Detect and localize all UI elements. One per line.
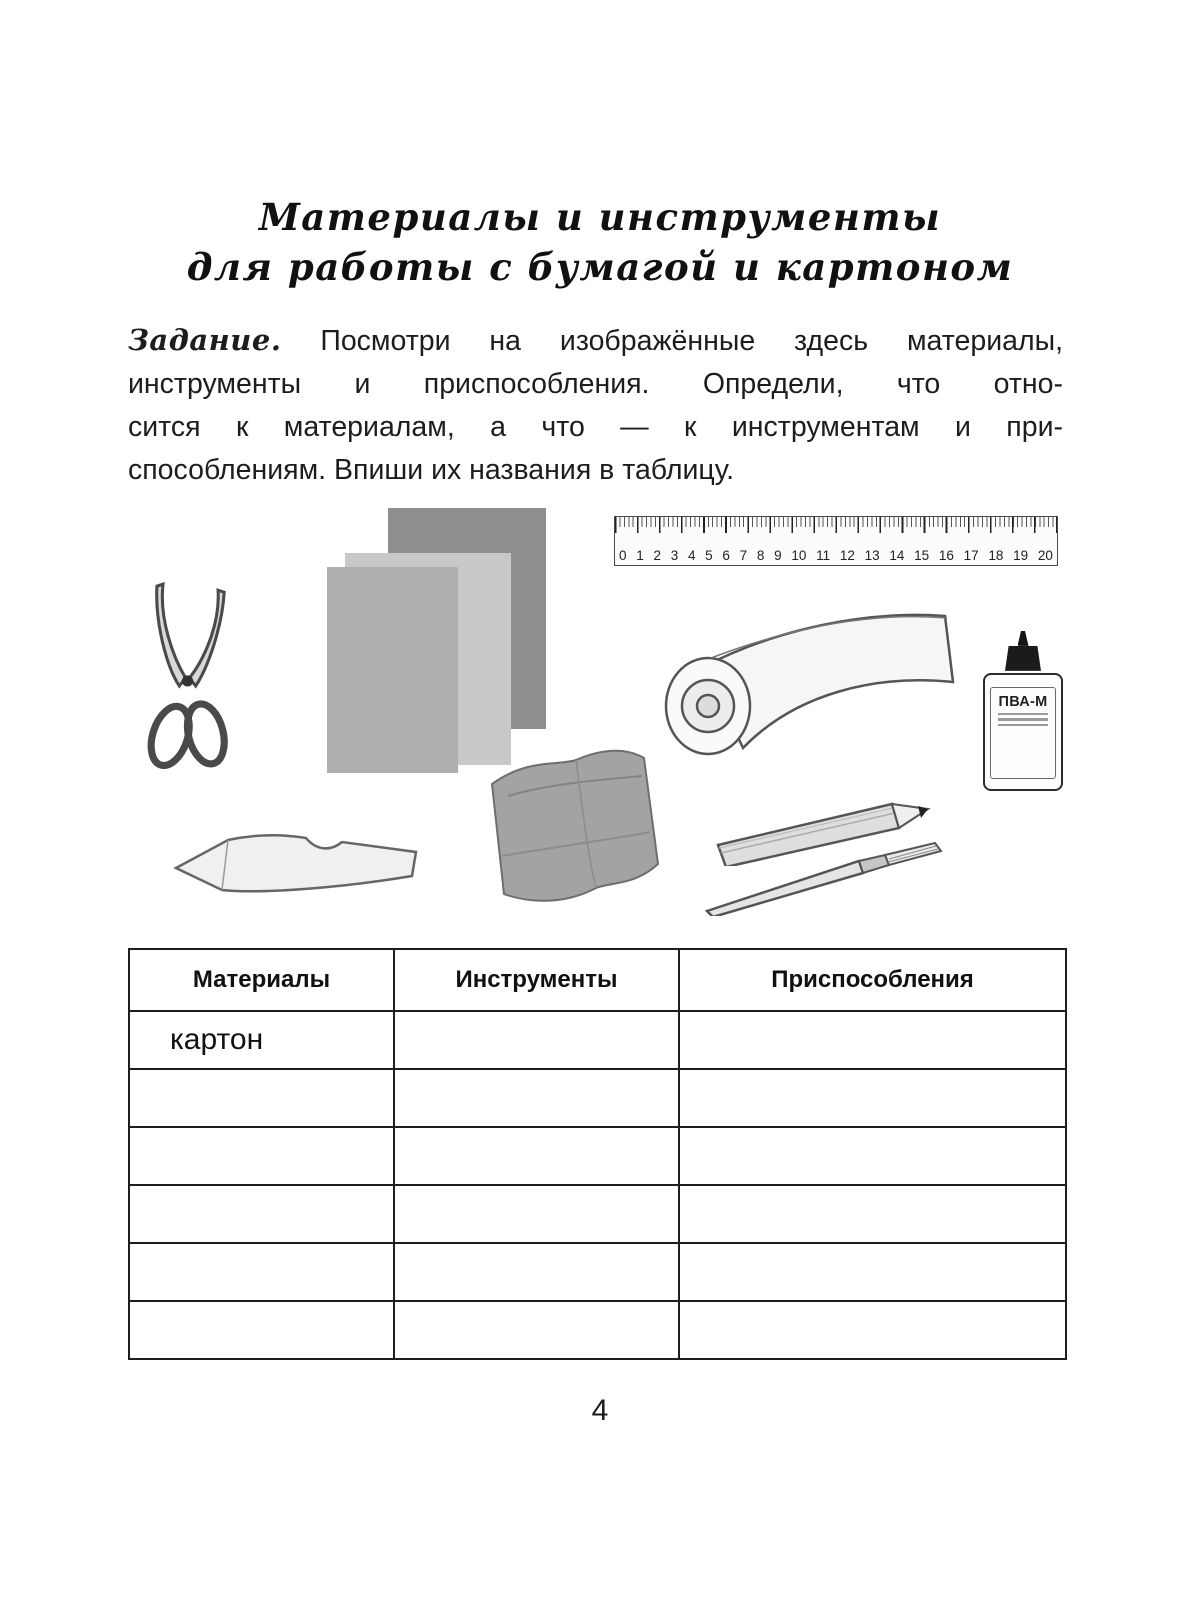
table-header-cell: Инструменты <box>394 949 679 1011</box>
table-cell[interactable] <box>679 1127 1066 1185</box>
task-line: способлениям. Впиши их названия в таблицу. <box>128 453 735 486</box>
ruler-cm-ticks <box>615 517 1057 533</box>
ruler-tick-label: 10 <box>791 547 807 563</box>
glue-label-decor-line <box>998 713 1048 716</box>
task-line: сится к материалам, а что — к инструментам и при- <box>128 410 1063 443</box>
table-body <box>129 1011 1066 1359</box>
paper-sheet-icon <box>327 567 458 773</box>
ruler-tick-label: 19 <box>1013 547 1029 563</box>
table-cell[interactable] <box>129 1243 394 1301</box>
table-row <box>129 1301 1066 1359</box>
glue-body <box>983 673 1063 791</box>
table-cell[interactable] <box>679 1011 1066 1069</box>
table-row <box>129 1011 1066 1069</box>
cloth-icon <box>478 736 668 918</box>
ruler-tick-label: 16 <box>938 547 954 563</box>
ruler-tick-label: 14 <box>889 547 905 563</box>
task-paragraph <box>128 319 1063 492</box>
table-cell[interactable] <box>129 1301 394 1359</box>
task-line: инструменты и приспособления. Определи, что отно- <box>128 367 1063 400</box>
table-header-cell: Материалы <box>129 949 394 1011</box>
materials-table <box>128 948 1067 1360</box>
table-cell[interactable] <box>394 1127 679 1185</box>
table-header-row <box>129 949 1066 1011</box>
folding-tool-icon <box>170 826 428 908</box>
glue-nozzle-icon <box>1018 631 1029 646</box>
ruler-tick-label: 6 <box>722 547 730 563</box>
glue-bottle-icon <box>983 631 1063 799</box>
table-cell[interactable] <box>129 1185 394 1243</box>
table-cell[interactable] <box>679 1185 1066 1243</box>
table-cell[interactable] <box>394 1069 679 1127</box>
task-line <box>128 319 1063 363</box>
ruler-tick-label: 0 <box>619 547 627 563</box>
illustration-area <box>0 508 1200 926</box>
table-row <box>129 1069 1066 1127</box>
table-cell[interactable] <box>129 1069 394 1127</box>
table-cell[interactable]: картон <box>129 1011 394 1069</box>
table-row <box>129 1127 1066 1185</box>
page-title-line1: Материалы и инструменты <box>258 195 942 239</box>
ruler-tick-label: 5 <box>705 547 713 563</box>
glue-label-decor-line <box>998 724 1048 727</box>
table-row <box>129 1243 1066 1301</box>
ruler-tick-label: 12 <box>839 547 855 563</box>
table-cell[interactable] <box>394 1243 679 1301</box>
ruler-tick-label: 2 <box>653 547 661 563</box>
ruler-icon <box>614 516 1058 566</box>
ruler-tick-label: 9 <box>774 547 782 563</box>
ruler-numbers <box>615 548 1057 563</box>
ruler-tick-label: 1 <box>636 547 644 563</box>
scissors-icon <box>128 578 246 792</box>
table-cell[interactable] <box>394 1301 679 1359</box>
table-header-cell: Приспособления <box>679 949 1066 1011</box>
ruler-tick-label: 15 <box>914 547 930 563</box>
glue-label-decor-line <box>998 718 1048 721</box>
table-cell[interactable] <box>129 1127 394 1185</box>
table-cell[interactable] <box>394 1011 679 1069</box>
page-title-line2: для работы с бумагой и картоном <box>186 244 1014 289</box>
ruler-tick-label: 7 <box>739 547 748 563</box>
ruler-tick-label: 4 <box>687 547 696 563</box>
rolled-paper-icon <box>645 596 970 786</box>
ruler-tick-label: 8 <box>756 547 765 563</box>
page-number: 4 <box>591 1393 609 1427</box>
glue-cap-icon <box>1005 646 1041 671</box>
task-label: Задание. <box>128 322 282 357</box>
ruler-tick-label: 13 <box>864 547 880 563</box>
task-text: Посмотри на изображённые здесь материалы, <box>320 324 1063 357</box>
ruler-tick-label: 3 <box>670 547 679 563</box>
table-cell[interactable] <box>394 1185 679 1243</box>
ruler-tick-label: 11 <box>816 547 831 563</box>
ruler-tick-label: 17 <box>963 547 979 563</box>
table-row <box>129 1185 1066 1243</box>
table-cell[interactable] <box>679 1243 1066 1301</box>
glue-label-text: ПВА-М <box>998 693 1048 710</box>
ruler-tick-label: 18 <box>988 547 1004 563</box>
table-cell[interactable] <box>679 1301 1066 1359</box>
brush-icon <box>703 831 958 916</box>
ruler-tick-label: 20 <box>1037 547 1053 563</box>
glue-label <box>990 687 1056 779</box>
table-cell[interactable] <box>679 1069 1066 1127</box>
page-title <box>0 193 1200 293</box>
